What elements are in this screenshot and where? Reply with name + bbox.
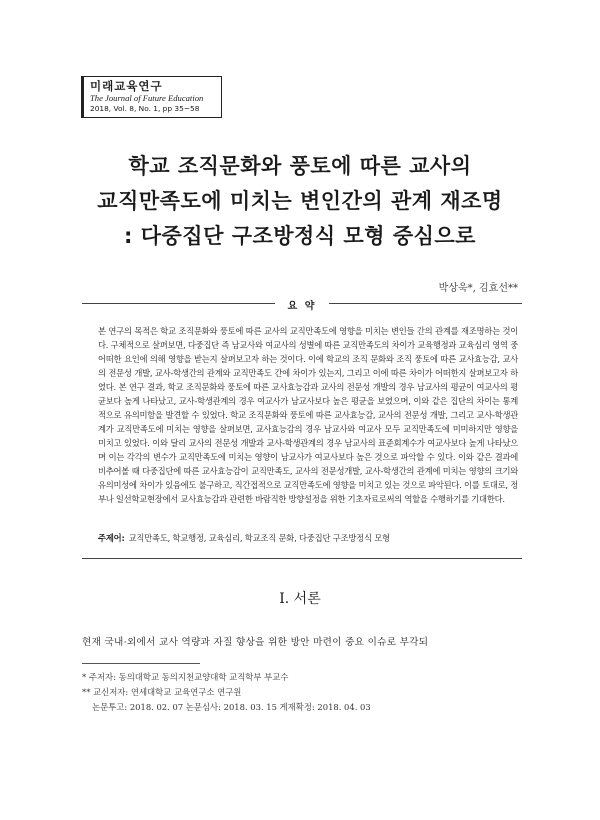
footnote-rule [82,663,200,664]
abstract-bottom-rule [82,558,522,559]
footnote-corresponding-author: ** 교신저자: 연세대학교 교육연구소 연구원 [82,687,242,697]
body-text: 현재 국내·외에서 교사 역량과 자질 향상을 위한 방안 마련이 중요 이슈로 부각되 [82,637,429,648]
abstract-heading-label: 요 약 [287,301,317,312]
journal-name: 미래교육연구 [90,79,163,93]
journal-info-box [81,76,222,118]
journal-volume: 2018, Vol. 8, No. 1, pp 35~58 [90,104,200,113]
footnote-dates: 논문투고: 2018. 02. 07 논문심사: 2018. 03. 15 게재확정: 2018. 04. 03 [92,702,371,712]
journal-english-name: The Journal of Future Education [90,93,204,103]
footnotes [82,670,522,715]
abstract-text: 본 연구의 목적은 학교 조직문화와 풍토에 따른 교사의 교직만족도에 영향을 미치는 변인들 간의 관계를 재조명하는 것이다. 구체적으로 살펴보면, 다중집단 즉 남교사와 여교사의 성별에 따른 교직만족도의 차이가 교육행정과 교육심리 영역 중 어떠한 요인에 의해 영향을 받는지 살펴보고자 하는 것이다. 이에 학교의 조직 문화와 조직 풍토에 따른 교사효능감, 교사의 전문성 개발, 교사-학생간의 관계와 교직만족도 간에 차이가 있는지, 그리고 이에 따른 차이가 어떠한지 살펴보고자 하였다. 본 연구 결과, 학교 조직문화와 풍토에 따른 교사효능감과 교사의 전문성 개발의 경우 남교사의 평균이 여교사의 평균보다 높게 나타났고, 교사-학생관계의 경우 여교사가 남교사보다 높은 평균을 보였으며, 이와 같은 집단의 차이는 통계적으로 유의미함을 발견할 수 있었다. 학교 조직문화와 풍토에 따른 교사효능감, 교사의 전문성 개발, 그리고 교사-학생관계가 교직만족도에 미치는 영향을 살펴보면, 교사효능감의 경우 남교사와 여교사 모두 교직만족도에 미미하지만 영향을 미치고 있었다. 이와 달리 교사의 전문성 개발과 교사-학생관계의 경우 남교사의 표준회계수가 여교사보다 높게 나타났으며 이는 각각의 변수가 교직만족도에 미치는 영향이 남교사가 여교사보다 높은 것으로 파악할 수 있다. 이와 같은 결과에 비추어볼 때 다중집단에 따른 교사효능감이 교직만족도, 교사의 전문성개발, 교사-학생간의 관계에 미치는 영향의 크기와 유의미성에 차이가 있음에도 불구하고, 직간접적으로 교직만족도에 영향을 미치고 있는 것으로 파악된다. 이를 토대로, 정부나 일선학교현장에서 교사효능감과 관련한 바람직한 방향설정을 위한 기초자료로써의 역할을 수행하기를 기대한다. [98,326,518,504]
keywords [98,532,518,544]
footnote-first-author: * 주저자: 동의대학교 동의지천교양대학 교직학부 부교수 [82,672,289,682]
title-line-3: : 다중집단 구조방정식 모형 중심으로 [124,224,476,248]
section-title: Ⅰ. 서론 [279,591,321,607]
keywords-label: 주제어: [98,533,125,543]
abstract-heading [82,296,522,310]
keywords-text: 교직만족도, 학교행정, 교육심리, 학교조직 문화, 다중집단 구조방정식 모형 [128,533,390,543]
abstract-rule-right [329,303,522,304]
title-line-2: 교직만족도에 미치는 변인간의 관계 재조명 [97,189,503,213]
title-line-1: 학교 조직문화와 풍토에 따른 교사의 [128,154,472,178]
authors: 박상욱*, 김효선** [438,283,518,294]
